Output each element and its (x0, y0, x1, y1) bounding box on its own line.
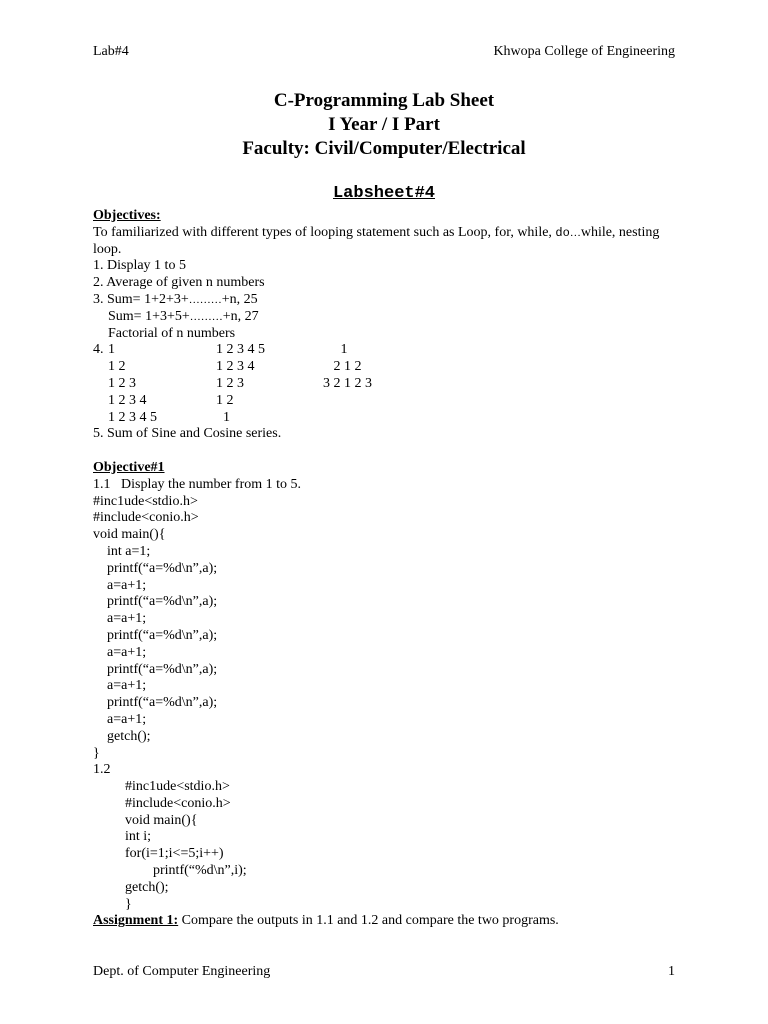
objective-item-5: 5. Sum of Sine and Cosine series. (93, 426, 282, 442)
item3a-pre: 3. Sum= 1+2+3+ (93, 291, 189, 307)
code-block-2 (93, 779, 683, 913)
pattern-cell: 1 2 3 4 (216, 359, 255, 375)
pattern-cell (93, 359, 108, 376)
item3a-dots: ……… (188, 293, 222, 306)
code-line: a=a+1; (93, 711, 147, 727)
pattern-cell: 1 2 (216, 392, 234, 408)
code-line: int a=1; (93, 543, 151, 559)
code-line: printf(“a=%d\n”,a); (93, 695, 218, 711)
item3b-dots: ……… (189, 310, 223, 323)
pattern-cell: 1 2 3 (108, 375, 136, 391)
pattern-cell: 1 2 3 4 (108, 392, 147, 408)
objectives-intro (93, 225, 683, 259)
assignment-label: Assignment 1: (93, 913, 179, 929)
pattern-cell (93, 393, 108, 410)
objective-item-3b (93, 309, 683, 326)
labsheet-title: Labsheet#4 (332, 184, 436, 203)
code-line: printf(“%d\n”,i); (125, 863, 247, 879)
header-left: Lab#4 (93, 44, 129, 59)
code-line: void main(){ (125, 812, 198, 828)
code-line: getch(); (93, 728, 151, 744)
intro-text-a: To familiarized with different types of looping statement such as Loop, for, while, (93, 224, 556, 240)
footer-left: Dept. of Computer Engineering (93, 964, 271, 979)
objectives-heading: Objectives: (93, 208, 161, 223)
intro-do-keyword: do (555, 225, 570, 240)
page-number: 1 (668, 964, 675, 979)
item3b-pre: Sum= 1+3+5+ (108, 308, 190, 324)
pattern-cell: 1 2 (108, 359, 126, 375)
pattern-table (93, 342, 683, 426)
pattern-cell: 1 (316, 342, 348, 358)
code-line: printf(“a=%d\n”,a); (93, 560, 218, 576)
pattern-row (93, 376, 683, 393)
code-line: a=a+1; (93, 577, 147, 593)
title-line-2: I Year / I Part (328, 114, 440, 135)
pattern-row (93, 342, 683, 359)
objective-item-2: 2. Average of given n numbers (93, 275, 265, 291)
pattern-cell: 4. (93, 342, 104, 358)
objective1-sub2: 1.2 (93, 762, 111, 778)
pattern-cell: 1 (108, 342, 115, 358)
objective1-sub1: 1.1 Display the number from 1 to 5. (93, 476, 302, 492)
pattern-cell: 1 2 3 (216, 375, 244, 391)
pattern-cell: 1 2 3 4 5 (108, 409, 157, 425)
code-line: int i; (125, 829, 152, 845)
code-line: } (125, 896, 132, 912)
code-line: getch(); (125, 879, 169, 895)
pattern-row (93, 393, 683, 410)
item3a-post: +n, 25 (221, 291, 258, 307)
assignment-text: Compare the outputs in 1.1 and 1.2 and compare the two programs. (178, 913, 559, 929)
pattern-row (93, 410, 683, 427)
code-line: } (93, 745, 100, 761)
pattern-row (93, 359, 683, 376)
intro-text-b: while, nesting loop. (93, 224, 660, 257)
header-right: Khwopa College of Engineering (493, 44, 675, 59)
code-line: a=a+1; (93, 644, 147, 660)
objective1-heading: Objective#1 (93, 459, 165, 475)
assignment-1 (93, 913, 683, 930)
pattern-cell (316, 393, 683, 410)
code-line: void main(){ (93, 527, 166, 543)
code-line: a=a+1; (93, 611, 147, 627)
document-body (93, 208, 683, 930)
code-line: #include<conio.h> (125, 795, 231, 811)
title-line-3: Faculty: Civil/Computer/Electrical (242, 138, 526, 159)
code-line: printf(“a=%d\n”,a); (93, 594, 218, 610)
objective-item-3c: Factorial of n numbers (108, 325, 236, 341)
objective-item-1: 1. Display 1 to 5 (93, 258, 186, 274)
pattern-cell: 1 2 3 4 5 (216, 342, 265, 358)
pattern-cell (316, 410, 683, 427)
code-line: printf(“a=%d\n”,a); (93, 627, 218, 643)
code-line: #include<conio.h> (93, 510, 199, 526)
code-line: printf(“a=%d\n”,a); (93, 661, 218, 677)
code-line: #inc1ude<stdio.h> (125, 779, 230, 795)
intro-dots: … (569, 226, 581, 239)
code-line: for(i=1;i<=5;i++) (125, 846, 224, 862)
pattern-cell: 3 2 1 2 3 (316, 375, 372, 391)
pattern-cell: 2 1 2 (316, 359, 362, 375)
code-block-1 (93, 494, 683, 763)
title-line-1: C-Programming Lab Sheet (273, 90, 495, 111)
objective-item-3a (93, 292, 683, 309)
code-line: a=a+1; (93, 678, 147, 694)
item3b-post: +n, 27 (222, 308, 259, 324)
pattern-cell (93, 376, 108, 393)
spacer (93, 443, 683, 460)
code-line: #inc1ude<stdio.h> (93, 493, 198, 509)
pattern-cell (93, 410, 108, 427)
pattern-cell: 1 (216, 409, 230, 425)
